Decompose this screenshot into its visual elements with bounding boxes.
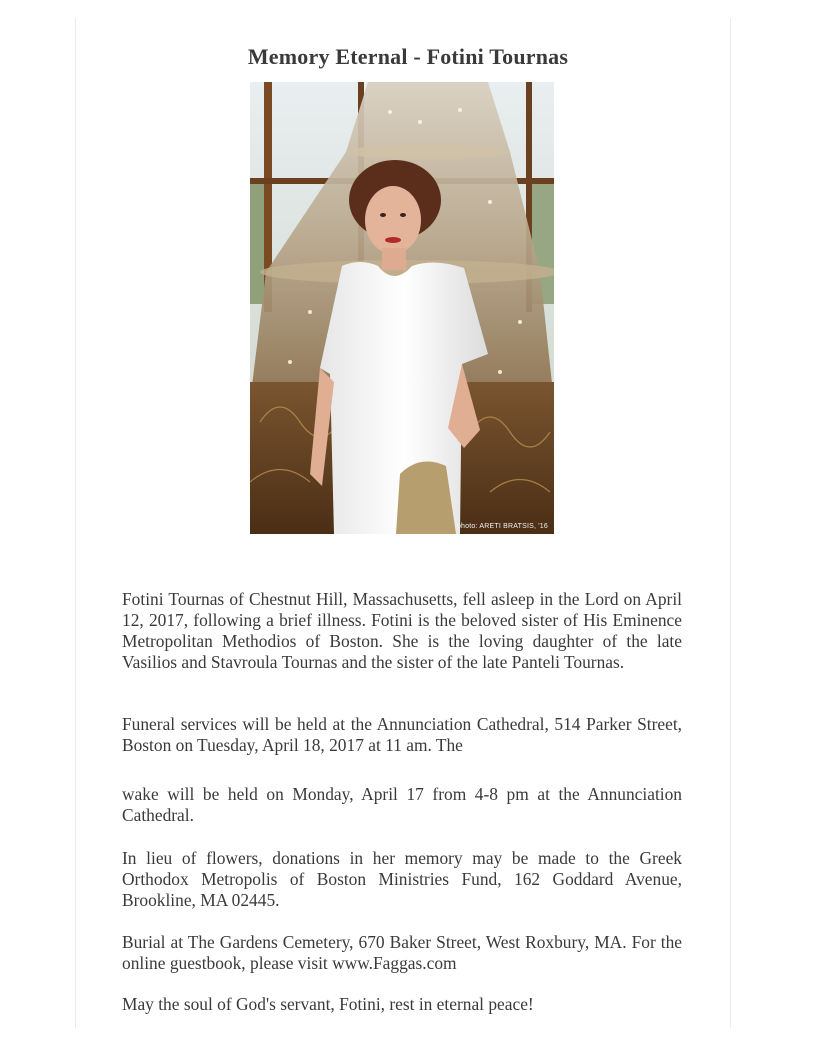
paragraph-funeral-services: Funeral services will be held at the Annunciation Cathedral, 514 Parker Street, Boston on Tuesday, April 18, 2017 at 11 am. The: [122, 714, 682, 755]
paragraph-wake: wake will be held on Monday, April 17 from 4-8 pm at the Annunciation Cathedral.: [122, 784, 682, 825]
paragraph-obituary: Fotini Tournas of Chestnut Hill, Massachusetts, fell asleep in the Lord on April 12, 2017, following a brief illness. Fotini is the beloved sister of His Eminence Metropolitan Methodios of Boston. She is the loving daughter of the late Vasilios and Stavroula Tournas and the sister of the late Panteli Tournas.: [122, 589, 682, 672]
portrait-photo: [250, 82, 554, 534]
paragraph-donations: In lieu of flowers, donations in her memory may be made to the Greek Orthodox Metropolis of Boston Ministries Fund, 162 Goddard Avenue, Brookline, MA 02445.: [122, 848, 682, 910]
page-title: Memory Eternal - Fotini Tournas: [247, 44, 569, 69]
page-edge-right: [730, 18, 731, 1028]
photo-credit: photo: ARETI BRATSIS, '16: [456, 523, 548, 530]
page-edge-left: [75, 18, 76, 1028]
paragraph-closing-prayer: May the soul of God's servant, Fotini, rest in eternal peace!: [122, 994, 534, 1014]
paragraph-burial: Burial at The Gardens Cemetery, 670 Baker Street, West Roxbury, MA. For the online guestbook, please visit www.Faggas.com: [122, 932, 682, 973]
